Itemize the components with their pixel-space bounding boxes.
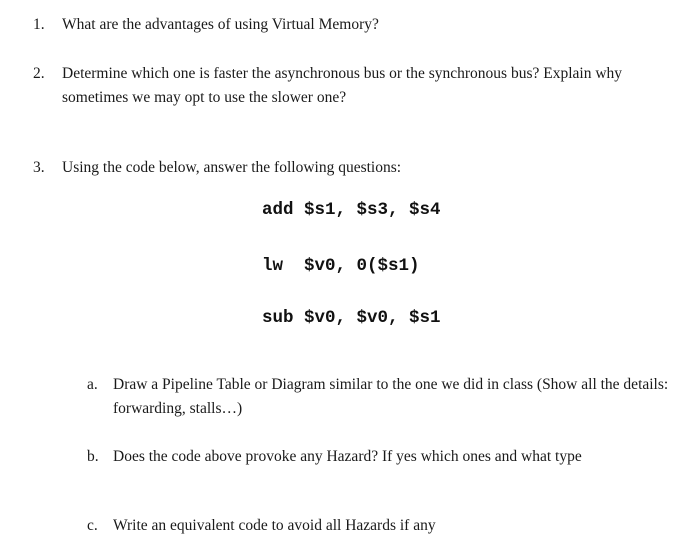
question-text: What are the advantages of using Virtual Memory? [62, 16, 379, 33]
code-line-add: add $s1, $s3, $s4 [262, 200, 441, 220]
subquestion-letter: c. [87, 517, 98, 534]
code-line-lw: lw $v0, 0($s1) [262, 256, 420, 276]
subquestion-letter: b. [87, 448, 99, 465]
question-number: 1. [33, 16, 45, 33]
subquestion-text: Write an equivalent code to avoid all Hazards if any [113, 517, 436, 534]
question-number: 2. [33, 65, 45, 82]
question-text: Determine which one is faster the asynchronous bus or the synchronous bus? Explain why sometimes we may opt to use the slower one? [62, 65, 623, 106]
subquestion-text: Draw a Pipeline Table or Diagram similar to the one we did in class (Show all the details: forwarding, stalls…) [113, 376, 669, 417]
subquestion-text: Does the code above provoke any Hazard? If yes which ones and what type [113, 448, 582, 465]
question-text: Using the code below, answer the following questions: [62, 159, 402, 176]
code-line-sub: sub $v0, $v0, $s1 [262, 308, 441, 328]
subquestion-letter: a. [87, 376, 98, 393]
question-number: 3. [33, 159, 45, 176]
